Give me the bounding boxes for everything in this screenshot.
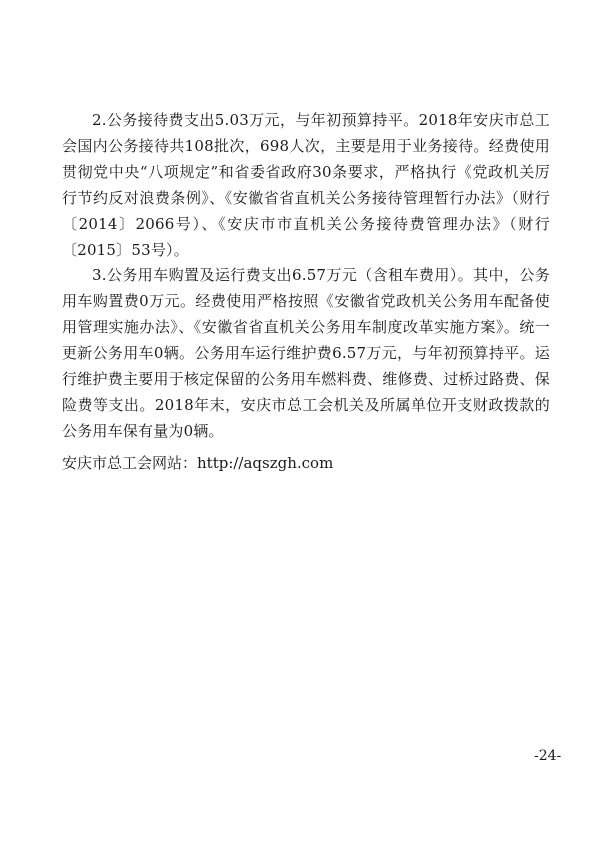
page-number: -24- <box>534 748 562 764</box>
paragraph-vehicle-expenses: 3.公务用车购置及运行费支出6.57万元（含租车费用）。其中，公务用车购置费0万元。经费使用严格按照《安徽省党政机关公务用车配备使用管理实施办法》、《安徽省省直机关公务用车制度改革实施方案》。统一更新公务用车0辆。公务用车运行维护费6.57万元，与年初预算持平。运行维护费主要用于核定保留的公务用车燃料费、维修费、过桥过路费、保险费等支出。2018年末，安庆市总工会机关及所属单位开支财政拨款的公务用车保有量为0辆。 <box>62 266 550 440</box>
website-line: 安庆市总工会网站：http://aqszgh.com <box>62 454 334 472</box>
paragraph-reception-expenses: 2.公务接待费支出5.03万元，与年初预算持平。2018年安庆市总工会国内公务接待共108批次，698人次，主要是用于业务接待。经费使用贯彻党中央“八项规定”和省委省政府30条要求，严格执行《党政机关厉行节约反对浪费条例》、《安徽省省直机关公务接待管理暂行办法》（财行〔2014〕2066号）、《安庆市市直机关公务接待费管理办法》（财行〔2015〕53号）。 <box>62 111 550 259</box>
